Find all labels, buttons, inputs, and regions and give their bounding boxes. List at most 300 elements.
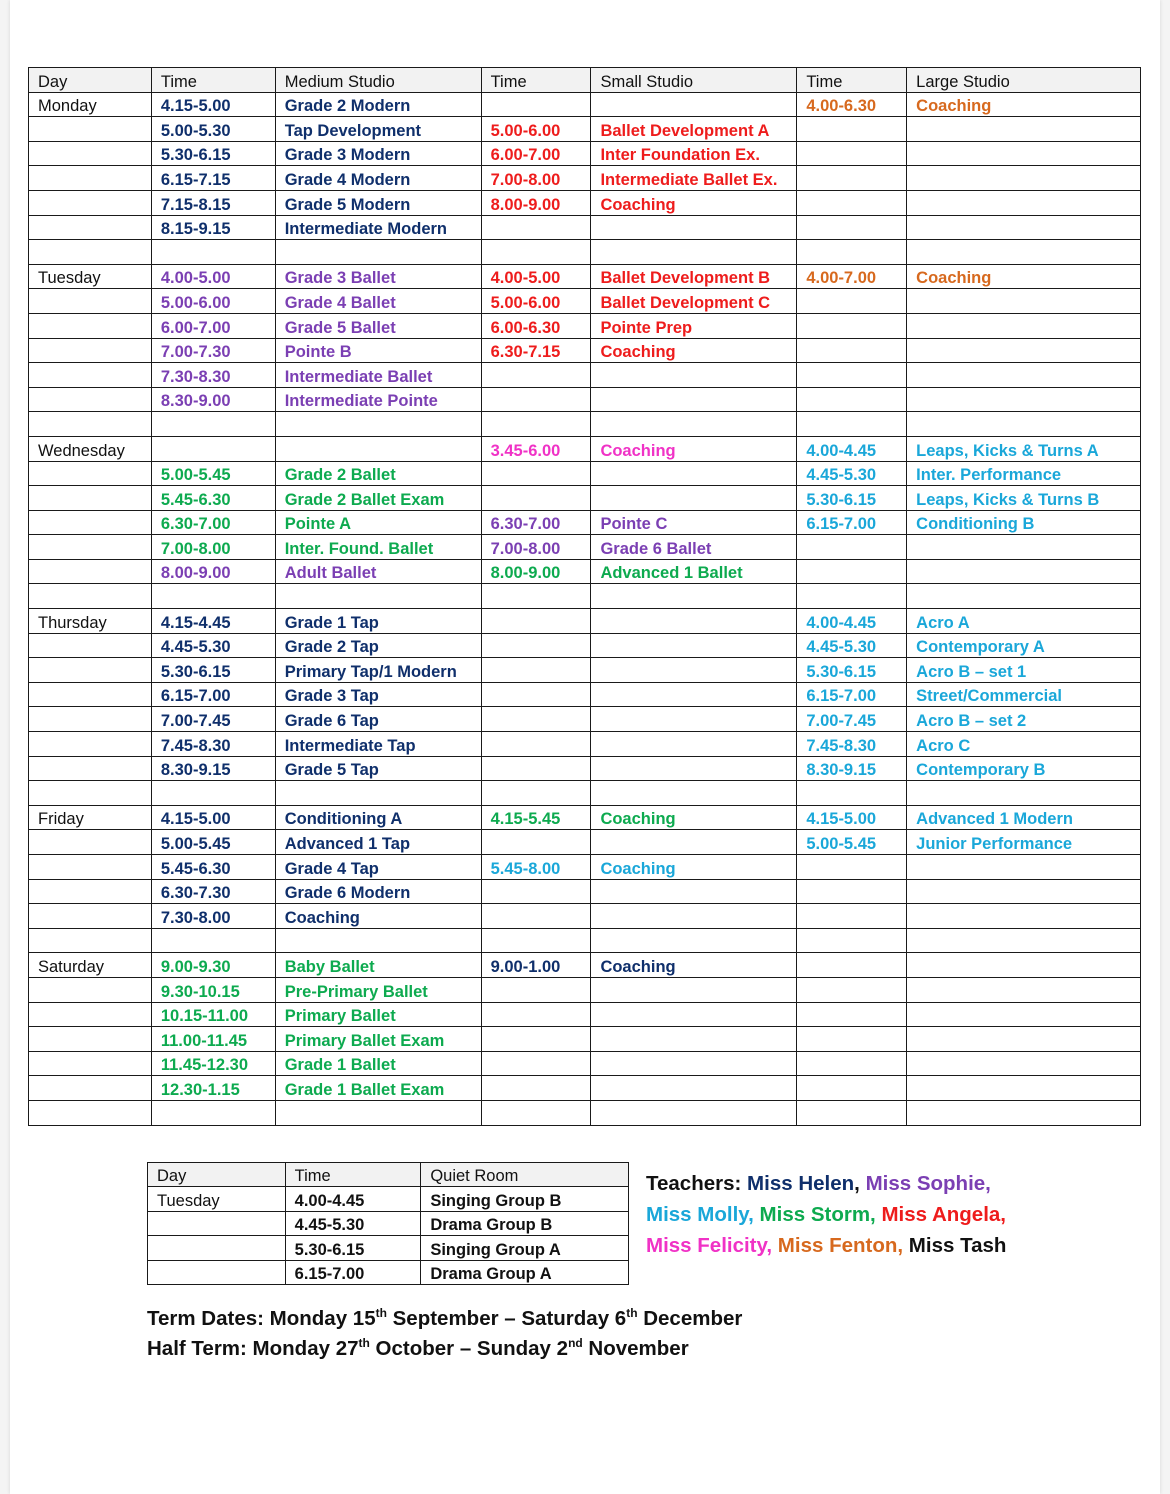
class-cell: Singing Group A: [421, 1236, 629, 1260]
large-class-cell: Conditioning B: [907, 510, 1141, 535]
large-class-cell: [907, 855, 1141, 880]
header-cell: Time: [481, 68, 591, 93]
day-cell: [29, 584, 152, 609]
table-row: [29, 1002, 1141, 1027]
medium-class-cell: Grade 1 Ballet: [275, 1051, 481, 1076]
medium-class-cell: Coaching: [275, 904, 481, 929]
large-class-cell: [907, 928, 1141, 953]
medium-time-cell: [151, 1100, 275, 1125]
medium-time-cell: [151, 928, 275, 953]
day-cell: [29, 240, 152, 265]
small-class-cell: [591, 1100, 797, 1125]
medium-class-cell: Pointe B: [275, 338, 481, 363]
large-time-cell: [797, 1100, 907, 1125]
table-row: [29, 756, 1141, 781]
day-cell: [29, 190, 152, 215]
medium-class-cell: Grade 6 Modern: [275, 879, 481, 904]
day-cell: [29, 510, 152, 535]
small-class-cell: [591, 609, 797, 634]
large-class-cell: [907, 117, 1141, 142]
header-cell: Large Studio: [907, 68, 1141, 93]
medium-time-cell: 8.30-9.15: [151, 756, 275, 781]
medium-time-cell: 7.45-8.30: [151, 732, 275, 757]
medium-class-cell: [275, 781, 481, 806]
table-row: [29, 879, 1141, 904]
table-row: [29, 781, 1141, 806]
medium-time-cell: 11.45-12.30: [151, 1051, 275, 1076]
small-time-cell: [481, 781, 591, 806]
teachers-legend: [646, 1168, 1006, 1261]
small-class-cell: Coaching: [591, 436, 797, 461]
small-class-cell: [591, 363, 797, 388]
medium-time-cell: 7.30-8.00: [151, 904, 275, 929]
class-cell: Singing Group B: [421, 1187, 629, 1211]
table-row: [29, 264, 1141, 289]
large-class-cell: [907, 781, 1141, 806]
small-class-cell: Coaching: [591, 805, 797, 830]
table-row: [29, 215, 1141, 240]
small-time-cell: [481, 387, 591, 412]
large-time-cell: [797, 1002, 907, 1027]
medium-time-cell: 7.15-8.15: [151, 190, 275, 215]
quiet-room-table: [147, 1162, 629, 1285]
medium-class-cell: Tap Development: [275, 117, 481, 142]
large-time-cell: [797, 387, 907, 412]
small-time-cell: 8.00-9.00: [481, 190, 591, 215]
small-class-cell: Grade 6 Ballet: [591, 535, 797, 560]
teacher-name: Miss Sophie,: [865, 1172, 991, 1195]
day-cell: [29, 387, 152, 412]
large-time-cell: [797, 781, 907, 806]
small-class-cell: [591, 1027, 797, 1052]
table-row: [29, 1051, 1141, 1076]
large-time-cell: [797, 953, 907, 978]
teachers-label: Teachers:: [646, 1172, 742, 1195]
small-class-cell: Coaching: [591, 338, 797, 363]
medium-class-cell: Grade 2 Ballet Exam: [275, 486, 481, 511]
large-time-cell: 7.00-7.45: [797, 707, 907, 732]
large-time-cell: 5.00-5.45: [797, 830, 907, 855]
large-class-cell: Street/Commercial: [907, 682, 1141, 707]
small-time-cell: 8.00-9.00: [481, 559, 591, 584]
day-cell: [29, 707, 152, 732]
large-time-cell: [797, 117, 907, 142]
medium-class-cell: Grade 2 Tap: [275, 633, 481, 658]
header-cell: Time: [151, 68, 275, 93]
table-row: [29, 92, 1141, 117]
teacher-name: Miss Molly,: [646, 1203, 754, 1226]
table-row: [29, 535, 1141, 560]
small-time-cell: [481, 1051, 591, 1076]
medium-class-cell: Intermediate Pointe: [275, 387, 481, 412]
day-cell: [29, 1027, 152, 1052]
large-class-cell: [907, 240, 1141, 265]
small-time-cell: [481, 1027, 591, 1052]
small-time-cell: 6.30-7.00: [481, 510, 591, 535]
small-class-cell: Ballet Development A: [591, 117, 797, 142]
small-time-cell: [481, 904, 591, 929]
small-class-cell: [591, 682, 797, 707]
medium-time-cell: 4.00-5.00: [151, 264, 275, 289]
day-cell: [29, 977, 152, 1002]
large-class-cell: Leaps, Kicks & Turns A: [907, 436, 1141, 461]
header-cell: Medium Studio: [275, 68, 481, 93]
large-time-cell: 6.15-7.00: [797, 682, 907, 707]
large-class-cell: Coaching: [907, 264, 1141, 289]
medium-class-cell: Intermediate Modern: [275, 215, 481, 240]
large-class-cell: [907, 1100, 1141, 1125]
medium-time-cell: 12.30-1.15: [151, 1076, 275, 1101]
medium-class-cell: Baby Ballet: [275, 953, 481, 978]
day-cell: [29, 904, 152, 929]
medium-time-cell: 6.00-7.00: [151, 313, 275, 338]
large-time-cell: 6.15-7.00: [797, 510, 907, 535]
table-row: [29, 559, 1141, 584]
teacher-name: Miss Fenton,: [777, 1234, 904, 1257]
medium-time-cell: 6.15-7.00: [151, 682, 275, 707]
table-row: [29, 609, 1141, 634]
table-row: [29, 461, 1141, 486]
medium-time-cell: 5.00-5.45: [151, 461, 275, 486]
day-cell: [148, 1211, 286, 1235]
medium-class-cell: [275, 412, 481, 437]
day-cell: [29, 412, 152, 437]
table-row: [29, 363, 1141, 388]
day-cell: Tuesday: [29, 264, 152, 289]
medium-time-cell: 4.15-5.00: [151, 92, 275, 117]
day-cell: [29, 1076, 152, 1101]
small-class-cell: [591, 830, 797, 855]
large-class-cell: Junior Performance: [907, 830, 1141, 855]
medium-class-cell: [275, 1100, 481, 1125]
medium-time-cell: 8.00-9.00: [151, 559, 275, 584]
small-time-cell: [481, 732, 591, 757]
medium-class-cell: Grade 1 Ballet Exam: [275, 1076, 481, 1101]
large-class-cell: [907, 1002, 1141, 1027]
medium-time-cell: 5.45-6.30: [151, 855, 275, 880]
medium-class-cell: Pre-Primary Ballet: [275, 977, 481, 1002]
small-class-cell: [591, 707, 797, 732]
large-class-cell: [907, 190, 1141, 215]
day-cell: [29, 682, 152, 707]
day-cell: [29, 756, 152, 781]
large-time-cell: [797, 879, 907, 904]
medium-time-cell: 4.15-4.45: [151, 609, 275, 634]
small-class-cell: Coaching: [591, 190, 797, 215]
day-cell: [29, 117, 152, 142]
small-time-cell: 6.00-6.30: [481, 313, 591, 338]
large-time-cell: [797, 1051, 907, 1076]
large-class-cell: [907, 559, 1141, 584]
small-time-cell: [481, 658, 591, 683]
table-row: [29, 117, 1141, 142]
large-time-cell: [797, 215, 907, 240]
large-class-cell: [907, 1076, 1141, 1101]
small-time-cell: [481, 215, 591, 240]
main-timetable-body: [29, 68, 1141, 1126]
half-term-line: Half Term: Monday 27th October – Sunday 2nd November: [147, 1336, 689, 1360]
large-class-cell: Acro C: [907, 732, 1141, 757]
large-class-cell: [907, 363, 1141, 388]
large-time-cell: 5.30-6.15: [797, 658, 907, 683]
medium-class-cell: Grade 6 Tap: [275, 707, 481, 732]
medium-class-cell: Grade 4 Tap: [275, 855, 481, 880]
day-cell: [29, 486, 152, 511]
medium-time-cell: 5.45-6.30: [151, 486, 275, 511]
table-row: [29, 584, 1141, 609]
day-cell: [29, 830, 152, 855]
medium-class-cell: Grade 2 Modern: [275, 92, 481, 117]
small-time-cell: [481, 486, 591, 511]
small-class-cell: [591, 1076, 797, 1101]
teacher-name: Miss Felicity,: [646, 1234, 773, 1257]
teacher-name: Miss Storm,: [759, 1203, 876, 1226]
small-class-cell: [591, 732, 797, 757]
small-class-cell: [591, 461, 797, 486]
table-row: [29, 658, 1141, 683]
day-cell: Wednesday: [29, 436, 152, 461]
table-row: [29, 240, 1141, 265]
medium-time-cell: [151, 412, 275, 437]
small-class-cell: [591, 387, 797, 412]
large-class-cell: [907, 141, 1141, 166]
header-cell: Day: [29, 68, 152, 93]
small-class-cell: Pointe C: [591, 510, 797, 535]
medium-class-cell: Grade 5 Ballet: [275, 313, 481, 338]
small-class-cell: Coaching: [591, 855, 797, 880]
main-timetable: [28, 67, 1141, 1126]
medium-time-cell: 6.15-7.15: [151, 166, 275, 191]
large-time-cell: 5.30-6.15: [797, 486, 907, 511]
teacher-separator: ,: [854, 1172, 860, 1195]
large-class-cell: [907, 584, 1141, 609]
small-class-cell: [591, 633, 797, 658]
medium-class-cell: Grade 5 Modern: [275, 190, 481, 215]
large-time-cell: [797, 412, 907, 437]
table-row: [29, 707, 1141, 732]
large-time-cell: [797, 166, 907, 191]
day-cell: [29, 658, 152, 683]
medium-time-cell: 5.00-6.00: [151, 289, 275, 314]
day-cell: [29, 559, 152, 584]
large-time-cell: [797, 928, 907, 953]
time-cell: 6.15-7.00: [285, 1260, 421, 1284]
large-class-cell: Acro A: [907, 609, 1141, 634]
medium-class-cell: Advanced 1 Tap: [275, 830, 481, 855]
header-cell: Time: [797, 68, 907, 93]
medium-time-cell: 8.30-9.00: [151, 387, 275, 412]
table-row: [29, 633, 1141, 658]
small-class-cell: [591, 756, 797, 781]
medium-class-cell: [275, 584, 481, 609]
small-class-cell: [591, 215, 797, 240]
day-cell: [29, 535, 152, 560]
table-row: [29, 141, 1141, 166]
large-class-cell: [907, 953, 1141, 978]
medium-class-cell: Grade 1 Tap: [275, 609, 481, 634]
table-row: [148, 1187, 629, 1211]
medium-time-cell: 7.30-8.30: [151, 363, 275, 388]
medium-class-cell: Conditioning A: [275, 805, 481, 830]
term-dates: [147, 1304, 742, 1364]
day-cell: [29, 1100, 152, 1125]
table-row: [29, 830, 1141, 855]
small-class-cell: [591, 879, 797, 904]
teachers-line-1: [646, 1168, 1006, 1199]
medium-time-cell: 7.00-8.00: [151, 535, 275, 560]
table-row: [29, 436, 1141, 461]
day-cell: [29, 855, 152, 880]
day-cell: [29, 215, 152, 240]
timetable-page: [10, 0, 1160, 1494]
medium-class-cell: Grade 2 Ballet: [275, 461, 481, 486]
table-row: [29, 953, 1141, 978]
large-time-cell: [797, 584, 907, 609]
small-class-cell: [591, 584, 797, 609]
small-class-cell: [591, 1002, 797, 1027]
time-cell: 4.00-4.45: [285, 1187, 421, 1211]
small-time-cell: [481, 928, 591, 953]
quiet-header-row: [148, 1163, 629, 1187]
large-class-cell: [907, 215, 1141, 240]
small-time-cell: [481, 461, 591, 486]
large-time-cell: [797, 363, 907, 388]
table-row: [29, 732, 1141, 757]
day-cell: [29, 166, 152, 191]
medium-class-cell: [275, 240, 481, 265]
day-cell: [29, 1051, 152, 1076]
large-class-cell: Acro B – set 2: [907, 707, 1141, 732]
table-row: [29, 1100, 1141, 1125]
small-class-cell: [591, 904, 797, 929]
teachers-line-2: [646, 1199, 1006, 1230]
medium-class-cell: Grade 5 Tap: [275, 756, 481, 781]
day-cell: Friday: [29, 805, 152, 830]
medium-time-cell: 9.30-10.15: [151, 977, 275, 1002]
small-time-cell: [481, 1100, 591, 1125]
medium-class-cell: [275, 436, 481, 461]
medium-time-cell: 8.15-9.15: [151, 215, 275, 240]
large-class-cell: [907, 879, 1141, 904]
large-class-cell: [907, 1027, 1141, 1052]
small-class-cell: [591, 92, 797, 117]
large-time-cell: [797, 977, 907, 1002]
small-time-cell: [481, 92, 591, 117]
small-time-cell: [481, 1076, 591, 1101]
medium-time-cell: [151, 240, 275, 265]
day-cell: Thursday: [29, 609, 152, 634]
large-class-cell: Inter. Performance: [907, 461, 1141, 486]
large-class-cell: [907, 1051, 1141, 1076]
table-row: [148, 1211, 629, 1235]
table-row: [29, 289, 1141, 314]
large-class-cell: Contemporary B: [907, 756, 1141, 781]
header-cell: Time: [285, 1163, 421, 1187]
small-time-cell: 7.00-8.00: [481, 535, 591, 560]
small-class-cell: Inter Foundation Ex.: [591, 141, 797, 166]
large-time-cell: [797, 904, 907, 929]
time-cell: 5.30-6.15: [285, 1236, 421, 1260]
small-time-cell: 3.45-6.00: [481, 436, 591, 461]
medium-class-cell: Inter. Found. Ballet: [275, 535, 481, 560]
day-cell: [29, 928, 152, 953]
table-row: [29, 412, 1141, 437]
medium-time-cell: 5.30-6.15: [151, 658, 275, 683]
medium-time-cell: 4.15-5.00: [151, 805, 275, 830]
quiet-room-table-body: [148, 1163, 629, 1285]
small-class-cell: Pointe Prep: [591, 313, 797, 338]
large-class-cell: [907, 412, 1141, 437]
medium-time-cell: [151, 781, 275, 806]
medium-class-cell: Intermediate Tap: [275, 732, 481, 757]
teachers-line-3: [646, 1230, 1006, 1261]
small-class-cell: [591, 1051, 797, 1076]
table-row: [29, 387, 1141, 412]
large-class-cell: Acro B – set 1: [907, 658, 1141, 683]
large-time-cell: [797, 190, 907, 215]
small-class-cell: [591, 240, 797, 265]
small-time-cell: [481, 363, 591, 388]
medium-time-cell: 5.30-6.15: [151, 141, 275, 166]
medium-time-cell: 10.15-11.00: [151, 1002, 275, 1027]
small-class-cell: [591, 977, 797, 1002]
small-time-cell: [481, 633, 591, 658]
header-cell: Small Studio: [591, 68, 797, 93]
large-class-cell: Coaching: [907, 92, 1141, 117]
medium-class-cell: Adult Ballet: [275, 559, 481, 584]
large-time-cell: [797, 1027, 907, 1052]
large-class-cell: Contemporary A: [907, 633, 1141, 658]
large-time-cell: 7.45-8.30: [797, 732, 907, 757]
teacher-name: Miss Tash: [908, 1234, 1007, 1257]
small-time-cell: [481, 412, 591, 437]
small-time-cell: [481, 756, 591, 781]
time-cell: 4.45-5.30: [285, 1211, 421, 1235]
small-time-cell: 5.00-6.00: [481, 289, 591, 314]
large-class-cell: [907, 166, 1141, 191]
small-time-cell: 6.00-7.00: [481, 141, 591, 166]
small-class-cell: [591, 781, 797, 806]
day-cell: [29, 633, 152, 658]
small-class-cell: [591, 928, 797, 953]
large-class-cell: Leaps, Kicks & Turns B: [907, 486, 1141, 511]
day-cell: [29, 141, 152, 166]
small-time-cell: [481, 1002, 591, 1027]
medium-time-cell: 6.30-7.00: [151, 510, 275, 535]
small-time-cell: 5.00-6.00: [481, 117, 591, 142]
medium-time-cell: 9.00-9.30: [151, 953, 275, 978]
small-time-cell: [481, 240, 591, 265]
table-row: [29, 510, 1141, 535]
small-class-cell: [591, 412, 797, 437]
day-cell: [148, 1236, 286, 1260]
small-time-cell: [481, 682, 591, 707]
large-time-cell: 4.00-7.00: [797, 264, 907, 289]
small-time-cell: [481, 609, 591, 634]
day-cell: [29, 338, 152, 363]
medium-class-cell: Grade 3 Modern: [275, 141, 481, 166]
day-cell: [29, 732, 152, 757]
day-cell: [148, 1260, 286, 1284]
large-time-cell: [797, 1076, 907, 1101]
teachers-line-1-names: [747, 1172, 991, 1195]
large-time-cell: [797, 289, 907, 314]
small-time-cell: [481, 707, 591, 732]
medium-time-cell: 7.00-7.45: [151, 707, 275, 732]
day-cell: Tuesday: [148, 1187, 286, 1211]
medium-class-cell: Grade 3 Ballet: [275, 264, 481, 289]
large-class-cell: [907, 338, 1141, 363]
